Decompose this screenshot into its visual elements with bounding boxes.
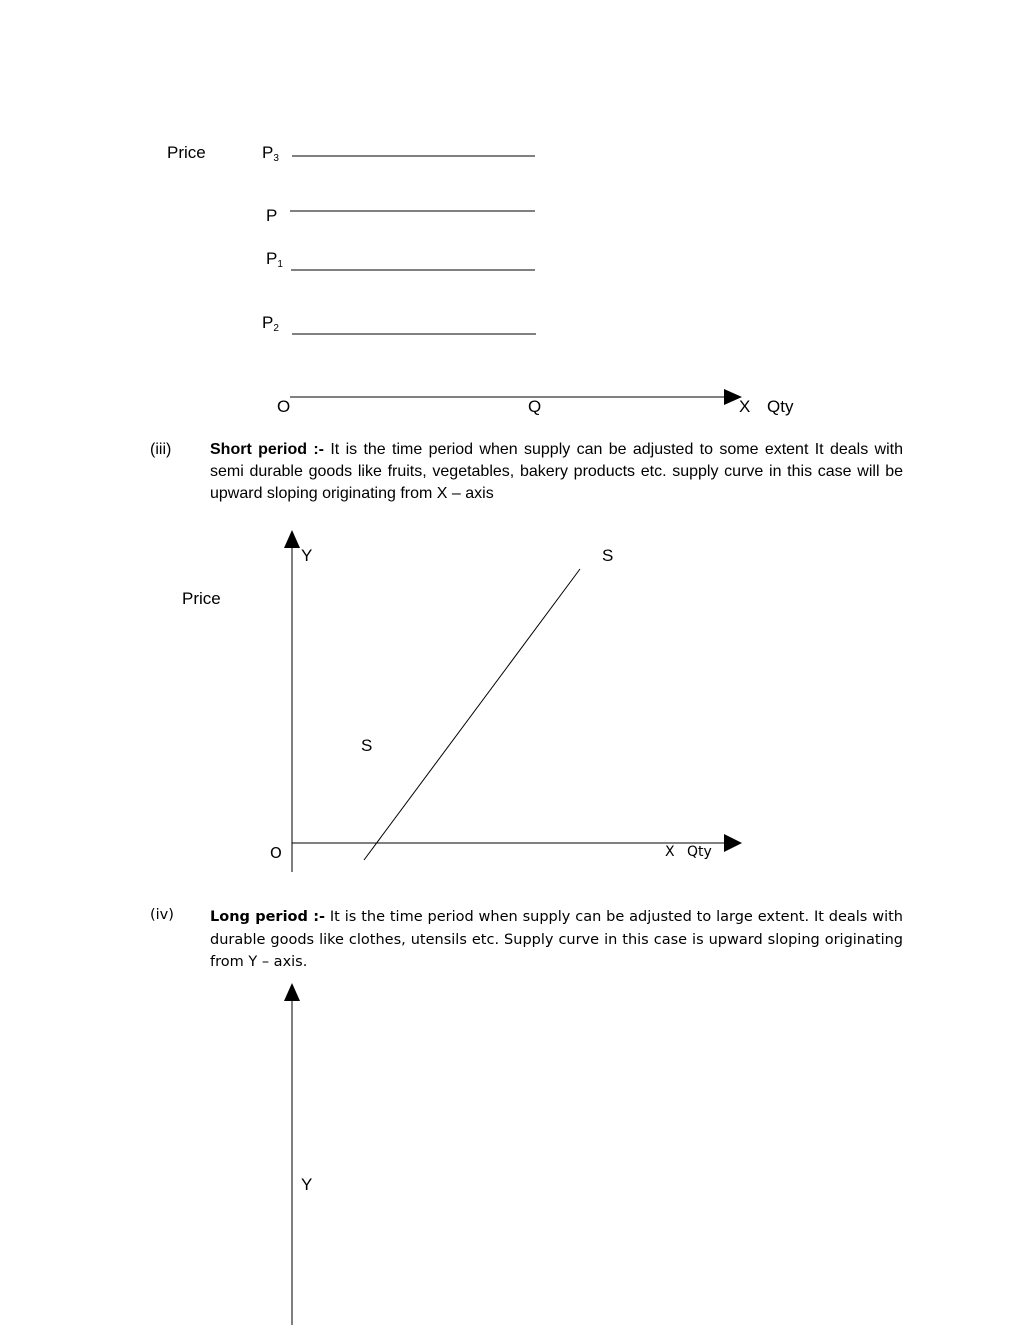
level-label-p: P (266, 206, 278, 225)
supply-label-top: S (602, 546, 614, 565)
y-label-3: Y (301, 1175, 313, 1194)
price-label-2: Price (182, 589, 221, 608)
section-iii-number: (iii) (150, 441, 172, 458)
supply-label-bottom: S (361, 736, 373, 755)
section-iii-text: It is the time period when supply can be adjusted to some extent It deals with semi durable goods like fruits, vegetables, bakery products etc. supply curve in this case will be upward sloping originating from X – axis (210, 441, 903, 502)
origin-label-2: O (270, 844, 282, 862)
qty-label-2: Qty (687, 844, 712, 860)
x-label-1: X (739, 397, 751, 416)
level-label-p3: $P_3$ (262, 143, 279, 164)
section-iv-number: (iv) (150, 907, 174, 923)
origin-label-1: O (277, 397, 291, 416)
qty-label-1: Qty (767, 397, 794, 416)
price-label-1: Price (167, 143, 206, 162)
section-iv-heading: Long period :- (210, 909, 326, 925)
section-iii-heading: Short period :- (210, 441, 324, 458)
q-label: Q (528, 397, 542, 416)
y-label-2: Y (301, 546, 313, 565)
level-label-p2: $P_2$ (262, 313, 279, 334)
x-label-2: X (665, 844, 675, 860)
y-axis-3-arrowhead (284, 983, 300, 1001)
level-label-p1: $P_1$ (266, 249, 283, 270)
section-iv-text: It is the time period when supply can be adjusted to large extent. It deals with durable goods like clothes, utensils etc. Supply curve in this case is upward sloping originating from Y – axis. (210, 909, 904, 970)
